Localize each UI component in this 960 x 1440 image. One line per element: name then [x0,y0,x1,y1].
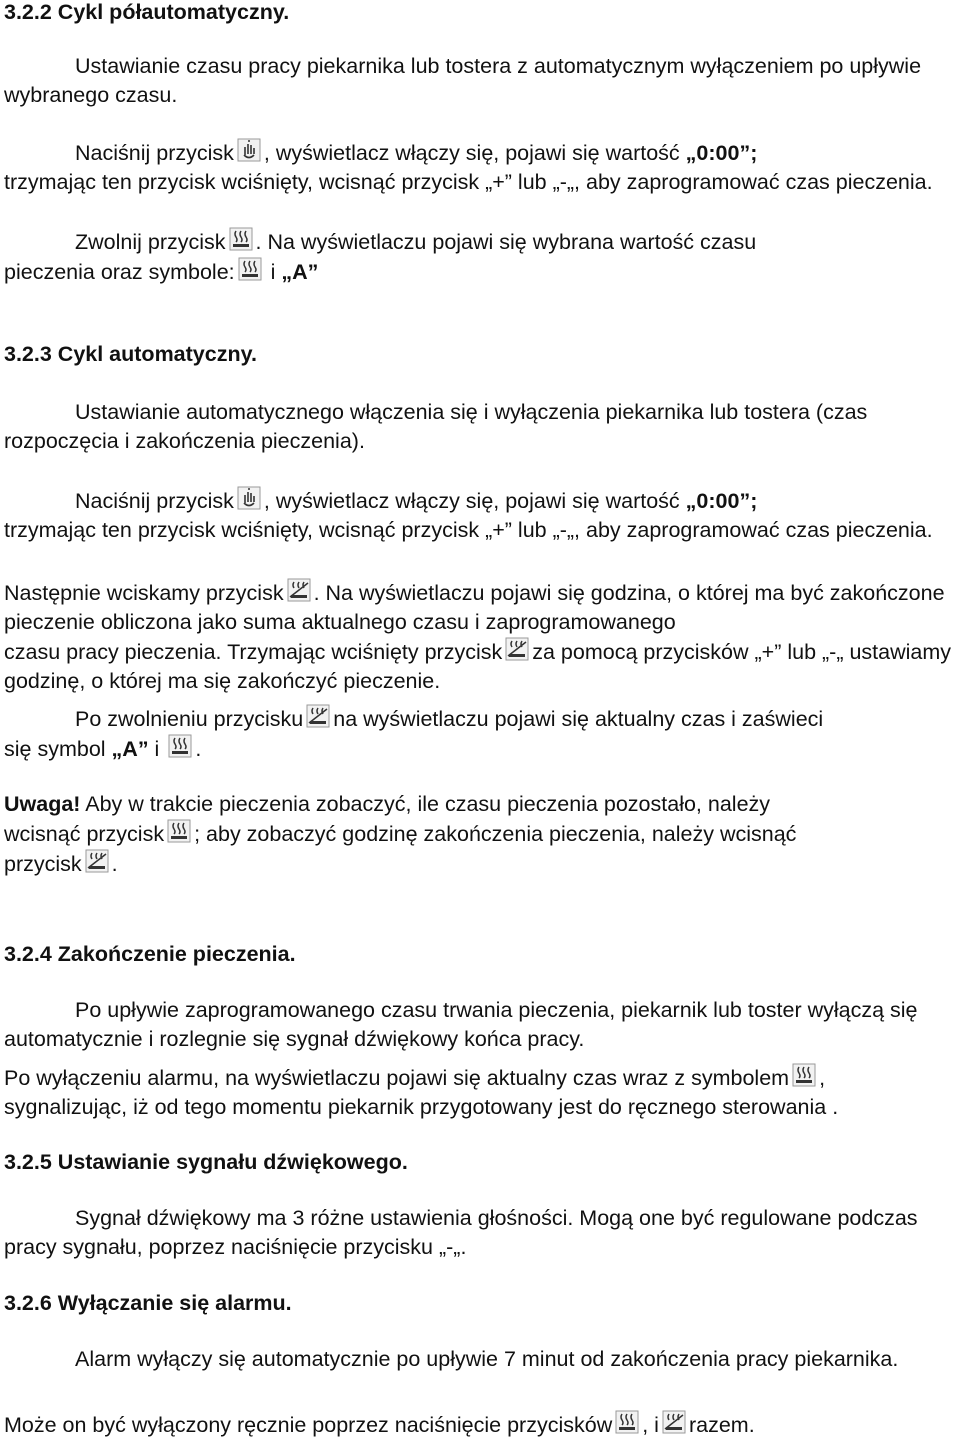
paragraph-3-2-4-intro: Po upływie zaprogramowanego czasu trwania pieczenia, piekarnik lub toster wyłączą się automatycznie i rozlegnie się sygnał dźwiękowy końca pracy. [4,998,918,1051]
paragraph-3-2-2-intro: Ustawianie czasu pracy piekarnika lub tostera z automatycznym wyłączeniem po upływie wybranego czasu. [4,54,922,107]
heading-3-2-2: 3.2.2 Cykl półautomatyczny. [4,0,290,24]
end-cook-icon[interactable] [306,704,330,728]
cooking-heat-icon [792,1063,816,1087]
end-cook-icon[interactable] [85,849,109,873]
end-cook-icon[interactable] [662,1410,686,1434]
paragraph-3-2-5: Sygnał dźwiękowy ma 3 różne ustawienia głośności. Mogą one być regulowane podczas pracy sygnału, poprzez naciśnięcie przycisku „-„. [4,1206,918,1259]
heading-3-2-5: 3.2.5 Ustawianie sygnału dźwiękowego. [4,1150,408,1174]
paragraph-3-2-6-manual: Może on być wyłączony ręcznie poprzez naciśnięcie przycisków , i razem. [4,1410,956,1440]
paragraph-3-2-3-press: Naciśnij przycisk , wyświetlacz włączy się, pojawi się wartość „0:00”; trzymając ten przycisk wciśnięty, wcisnąć przycisk „+” lub „-„, aby zaprogramować czas pieczenia. [4,486,956,545]
cooking-heat-icon[interactable] [167,819,191,843]
paragraph-3-2-6-auto: Alarm wyłączy się automatycznie po upływie 7 minut od zakończenia pracy piekarnika. [75,1347,899,1371]
cooking-heat-icon[interactable] [615,1410,639,1434]
heading-3-2-3: 3.2.3 Cykl automatyczny. [4,342,257,366]
paragraph-3-2-2-release: Zwolnij przycisk . Na wyświetlaczu pojawi się wybrana wartość czasu pieczenia oraz symbole: i „A” [4,227,956,287]
paragraph-3-2-3-release: Po zwolnieniu przycisku na wyświetlaczu pojawi się aktualny czas i zaświeci się symbol „A” i . [4,704,956,764]
end-cook-icon[interactable] [505,637,529,661]
hand-timer-icon[interactable] [237,486,261,510]
cooking-heat-icon [238,257,262,281]
cooking-heat-icon [168,734,192,758]
paragraph-3-2-3-next: Następnie wciskamy przycisk . Na wyświetlaczu pojawi się godzina, o której ma być zakończone pieczenie obliczona jako suma aktualnego czasu i zaprogramowanego czasu pracy pieczenia. Trzymając wciśnięty przycisk za pomocą przycisków „+” lub „-„ ustawiamy godzinę, o której ma się zakończyć pieczenie. [4,578,956,696]
paragraph-3-2-2-press: Naciśnij przycisk , wyświetlacz włączy się, pojawi się wartość „0:00”; trzymając ten przycisk wciśnięty, wcisnąć przycisk „+” lub „-„, aby zaprogramować czas pieczenia. [4,138,956,197]
heading-3-2-6: 3.2.6 Wyłączanie się alarmu. [4,1291,292,1315]
paragraph-3-2-3-intro: Ustawianie automatycznego włączenia się i wyłączenia piekarnika lub tostera (czas rozpoczęcia i zakończenia pieczenia). [4,400,868,453]
paragraph-3-2-4-alarm: Po wyłączeniu alarmu, na wyświetlaczu pojawi się aktualny czas wraz z symbolem , sygnalizując, iż od tego momentu piekarnik przygotowany jest do ręcznego sterowania . [4,1063,956,1122]
end-cook-icon[interactable] [287,578,311,602]
note-paragraph: Uwaga! Aby w trakcie pieczenia zobaczyć, ile czasu pieczenia pozostało, należy wcisnąć przycisk ; aby zobaczyć godzinę zakończenia pieczenia, należy wcisnąć przycisk . [4,792,797,876]
hand-timer-icon[interactable] [237,138,261,162]
cooking-heat-icon[interactable] [229,227,253,251]
heading-3-2-4: 3.2.4 Zakończenie pieczenia. [4,942,296,966]
